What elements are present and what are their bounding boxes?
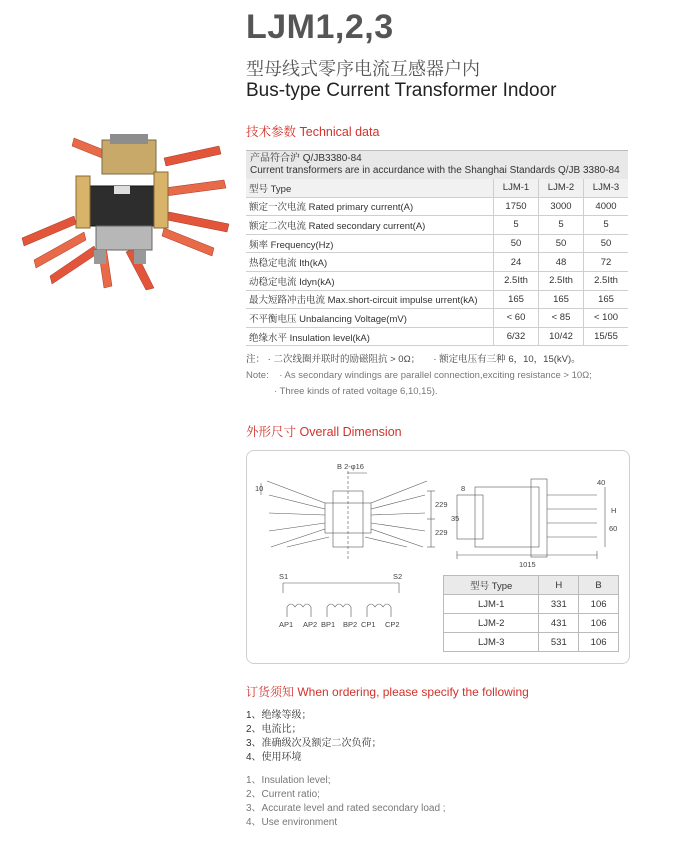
dimension-cell: LJM-2 — [444, 614, 539, 633]
label-s1: S1 — [279, 572, 289, 581]
ordering-item: 4、Use environment — [246, 817, 338, 828]
tech-standard-note — [246, 150, 628, 179]
tech-row-value: < 60 — [494, 309, 539, 328]
tech-row-value: 1750 — [494, 197, 539, 216]
tech-row-value: 5 — [539, 216, 584, 235]
product-title-en: Bus-type Current Transformer Indoor — [246, 80, 557, 101]
tech-row-label: 频率 Frequency(Hz) — [246, 234, 494, 253]
dimension-header-cell: 型号 Type — [444, 576, 539, 595]
ordering-item: 1、Insulation level; — [246, 775, 331, 786]
tech-section-title — [246, 122, 379, 140]
tech-row-label: 额定一次电流 Rated primary current(A) — [246, 197, 494, 216]
dimension-cell: 531 — [539, 633, 579, 652]
tech-row-value: 2.5Ith — [494, 271, 539, 290]
ordering-title-en: When ordering, please specify the following — [297, 685, 529, 699]
tech-row — [246, 216, 628, 235]
label-cp1: CP1 — [361, 620, 376, 629]
note-cn-2: · 额定电压有三种 6，10，15(kV)。 — [433, 354, 581, 365]
ordering-item: 3、准确级次及额定二次负荷； — [246, 738, 382, 749]
label-dim-229a: 229 — [435, 500, 448, 509]
tech-table — [246, 150, 628, 346]
tech-row-value: 48 — [539, 253, 584, 272]
tech-row-value: < 85 — [539, 309, 584, 328]
label-b-hole: B 2-φ16 — [337, 462, 364, 471]
note-en-line-1 — [246, 368, 592, 384]
side-view-frame — [475, 487, 539, 547]
note-en-line-2 — [246, 384, 592, 400]
dimension-header-cell: H — [539, 576, 579, 595]
label-dim-60: 60 — [609, 524, 618, 533]
tech-row — [246, 327, 628, 346]
product-model-title: LJM1,2,3 — [246, 8, 394, 46]
tech-row-label: 绝缘水平 Insulation level(kA) — [246, 327, 494, 346]
tech-row-value: LJM-1 — [494, 179, 539, 197]
tech-row-label: 额定二次电流 Rated secondary current(A) — [246, 216, 494, 235]
label-cp2: CP2 — [385, 620, 400, 629]
tech-row — [246, 253, 628, 272]
tech-row-value: 24 — [494, 253, 539, 272]
tech-row-value: 15/55 — [584, 327, 629, 346]
tech-row-label: 动稳定电流 Idyn(kA) — [246, 271, 494, 290]
dimension-table-row — [444, 595, 619, 614]
note-en-1: · As secondary windings are parallel connection,exciting resistance > 10Ω; — [279, 370, 592, 381]
note-cn-1: · 二次线圈并联时的励磁阻抗 > 0Ω； — [267, 354, 421, 365]
label-dim-40: 40 — [597, 478, 606, 487]
tech-row — [246, 234, 628, 253]
tech-row-value: 5 — [494, 216, 539, 235]
tech-standard-cn: 产品符合沪 Q/JB3380-84 — [250, 153, 362, 164]
note-en-2: · Three kinds of rated voltage 6,10,15). — [274, 386, 438, 397]
ordering-list-en — [246, 774, 446, 830]
label-s2: S2 — [393, 572, 403, 581]
notes-block — [246, 352, 592, 400]
dimension-table — [443, 575, 619, 652]
label-dim-8: 8 — [461, 484, 466, 493]
tech-row-value: < 100 — [584, 309, 629, 328]
dimension-section-en: Overall Dimension — [299, 425, 402, 439]
dimension-cell: LJM-1 — [444, 595, 539, 614]
label-ap1: AP1 — [279, 620, 294, 629]
tech-row — [246, 179, 628, 197]
tech-row-value: 4000 — [584, 197, 629, 216]
dimension-cell: 106 — [579, 595, 619, 614]
tech-section-cn: 技术参数 — [246, 125, 297, 139]
tech-standard-en: Current transformers are in accurdance with the Shanghai Standards Q/JB 3380-84 — [250, 165, 620, 176]
tech-row — [246, 271, 628, 290]
tech-row-label: 最大短路冲击电流 Max.short-circuit impulse urrent(kA) — [246, 290, 494, 309]
dimension-cell: LJM-3 — [444, 633, 539, 652]
tech-row-value: LJM-2 — [539, 179, 584, 197]
dimension-table-row — [444, 614, 619, 633]
ordering-item: 2、电流比； — [246, 724, 302, 735]
note-cn-label: 注： — [246, 354, 266, 365]
label-dim-229b: 229 — [435, 528, 448, 537]
dimension-cell: 431 — [539, 614, 579, 633]
side-view-terminal-block — [457, 495, 483, 539]
note-cn-line — [246, 352, 592, 368]
product-photo — [14, 128, 236, 296]
ordering-title-cn: 订货须知 — [246, 685, 295, 699]
tech-row-value: 72 — [584, 253, 629, 272]
tech-row-value: 2.5Ith — [539, 271, 584, 290]
label-dim-10: 10 — [255, 484, 264, 493]
tech-row-value: LJM-3 — [584, 179, 629, 197]
tech-row — [246, 290, 628, 309]
tech-spec-table — [246, 179, 628, 346]
tech-row-value: 50 — [494, 234, 539, 253]
tech-row-label: 不平衡电压 Unbalancing Voltage(mV) — [246, 309, 494, 328]
ordering-list-cn — [246, 709, 382, 765]
tech-row — [246, 197, 628, 216]
dimension-cell: 106 — [579, 614, 619, 633]
dimension-header-cell: B — [579, 576, 619, 595]
ordering-title — [246, 683, 529, 700]
product-title-cn: 型母线式零序电流互感器户内 — [246, 59, 480, 79]
tech-row-value: 50 — [584, 234, 629, 253]
label-dim-35: 35 — [451, 514, 460, 523]
tech-row-value: 2.5Ith — [584, 271, 629, 290]
tech-row-value: 165 — [494, 290, 539, 309]
tech-row-value: 3000 — [539, 197, 584, 216]
label-dim-1015: 1015 — [519, 560, 536, 569]
ordering-item: 4、使用环境 — [246, 752, 302, 763]
dimension-table-header — [444, 576, 619, 595]
tech-row-value: 6/32 — [494, 327, 539, 346]
dimension-table-row — [444, 633, 619, 652]
dimension-cell: 106 — [579, 633, 619, 652]
tech-row-value: 50 — [539, 234, 584, 253]
dimension-cell: 331 — [539, 595, 579, 614]
tech-row-label: 热稳定电流 Ith(kA) — [246, 253, 494, 272]
ordering-item: 3、Accurate level and rated secondary load ; — [246, 803, 446, 814]
tech-row — [246, 309, 628, 328]
ordering-item: 2、Current ratio; — [246, 789, 320, 800]
ordering-item: 1、绝缘等级； — [246, 710, 312, 721]
tech-row-value: 165 — [584, 290, 629, 309]
label-dim-h: H — [611, 506, 617, 515]
label-ap2: AP2 — [303, 620, 318, 629]
dimension-drawing-panel — [246, 450, 630, 664]
tech-section-en: Technical data — [299, 125, 380, 139]
tech-row-label: 型号 Type — [246, 179, 494, 197]
label-bp2: BP2 — [343, 620, 358, 629]
tech-row-value: 165 — [539, 290, 584, 309]
tech-row-value: 5 — [584, 216, 629, 235]
dimension-section-title — [246, 422, 402, 440]
tech-row-value: 10/42 — [539, 327, 584, 346]
label-bp1: BP1 — [321, 620, 336, 629]
dimension-section-cn: 外形尺寸 — [246, 425, 297, 439]
note-en-label: Note: — [246, 370, 269, 381]
